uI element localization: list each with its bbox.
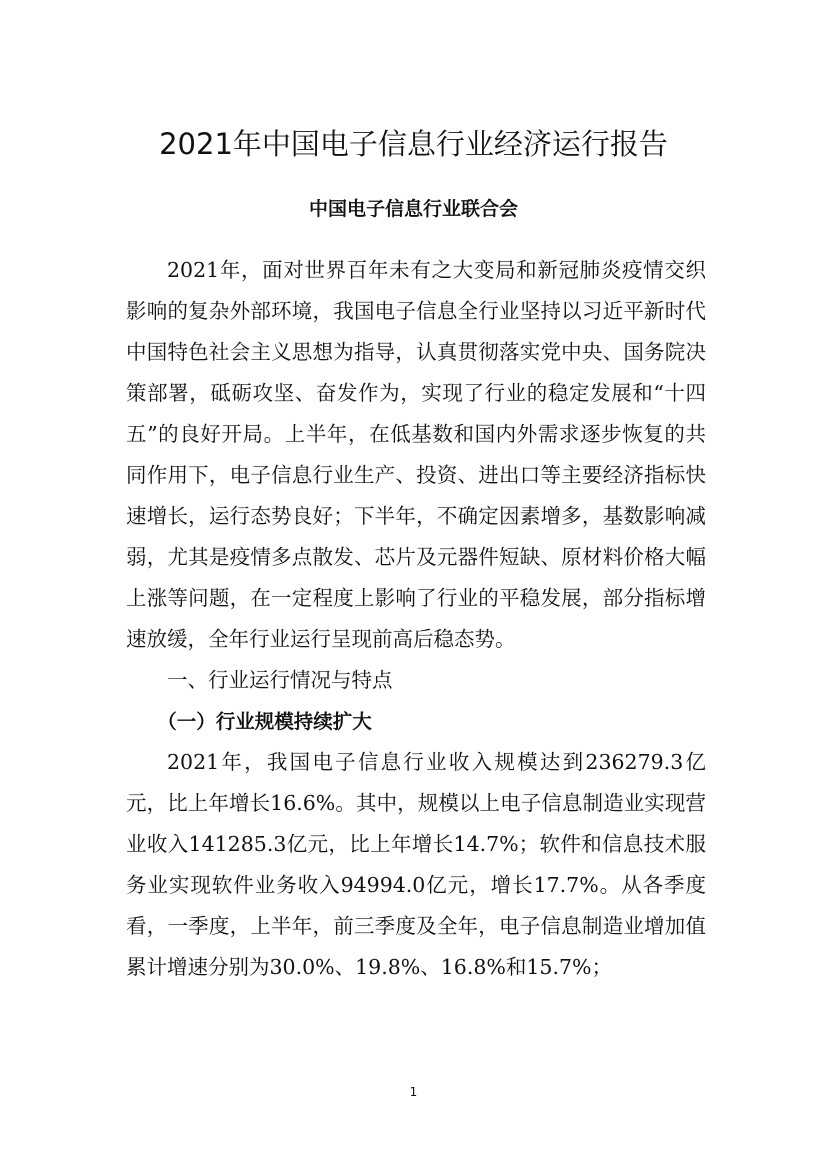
document-title: 2021年中国电子信息行业经济运行报告 [159,127,668,161]
body-paragraph: 2021年，面对世界百年未有之大变局和新冠肺炎疫情交织影响的复杂外部环境，我国电子信息全行业坚持以习近平新时代中国特色社会主义思想为指导，认真贯彻落实党中央、国务院决策部署，砥砺攻坚、奋发作为，实现了行业的稳定发展和“十四五”的良好开局。上半年，在低基数和国内外需求逐步恢复的共同作用下，电子信息行业生产、投资、进出口等主要经济指标快速增长，运行态势良好；下半年，不确定因素增多，基数影响减弱，尤其是疫情多点散发、芯片及元器件短缺、原材料价格大幅上涨等问题，在一定程度上影响了行业的平稳发展，部分指标增速放缓，全年行业运行呈现前高后稳态势。 [126,258,706,651]
page-number: 1 [409,1085,418,1099]
document-body [126,250,706,988]
section-heading: 一、行业运行情况与特点 [167,668,393,692]
subsection-heading: （一）行业规模持续扩大 [157,710,372,733]
body-paragraph: 2021年，我国电子信息行业收入规模达到236279.3亿元，比上年增长16.6%。其中，规模以上电子信息制造业实现营业收入141285.3亿元，比上年增长14.7%；软件和信息技术服务业实现软件业务收入94994.0亿元，增长17.7%。从各季度看，一季度，上半年，前三季度及全年，电子信息制造业增加值累计增速分别为30.0%、19.8%、16.8%和15.7%； [126,750,706,979]
document-author: 中国电子信息行业联合会 [308,198,518,220]
